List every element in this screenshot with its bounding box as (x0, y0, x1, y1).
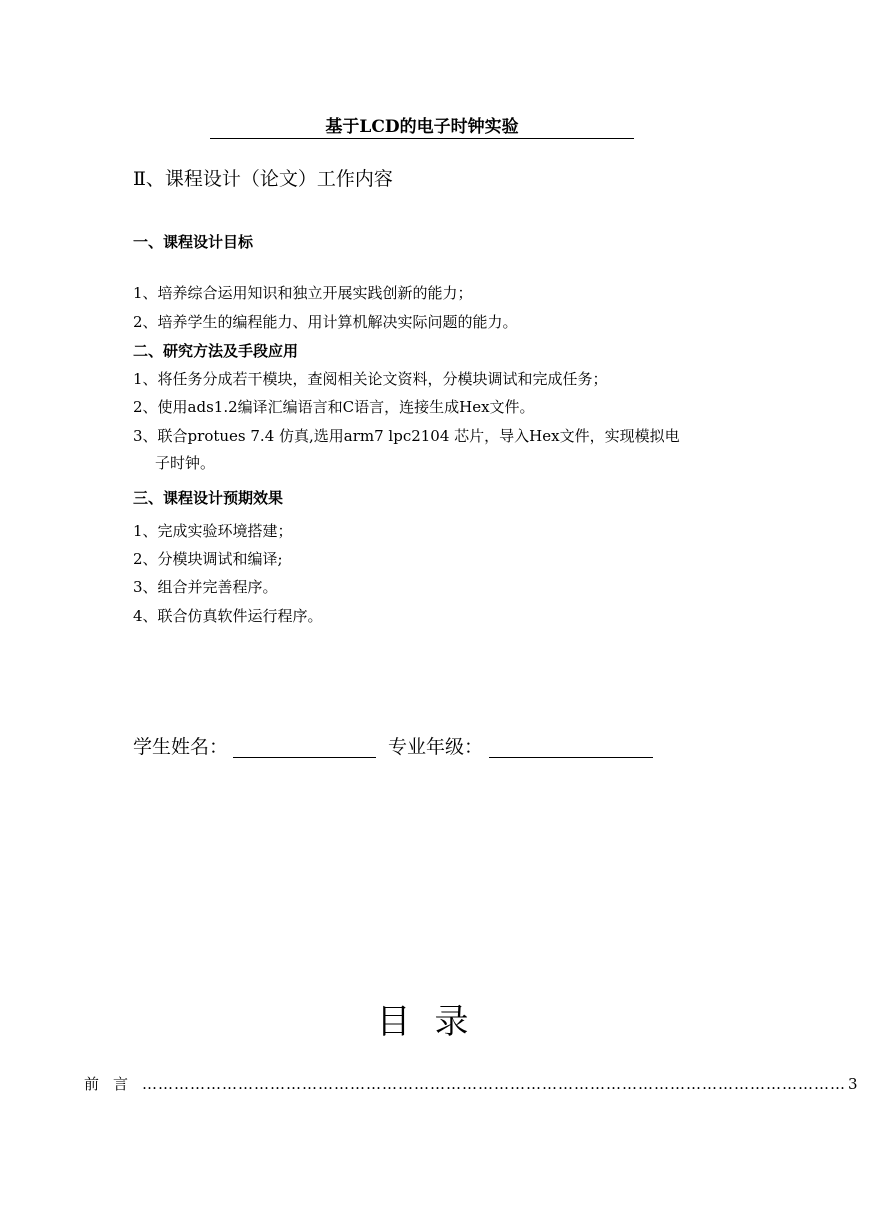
list-item: 2、分模块调试和编译; (133, 550, 283, 568)
document-title: 基于LCD的电子时钟实验 (210, 116, 634, 139)
section-subtitle: Ⅱ、课程设计（论文）工作内容 (133, 168, 393, 190)
toc-title: 目录 (376, 1002, 493, 1042)
list-item: 1、完成实验环境搭建； (133, 522, 293, 540)
list-item: 1、将任务分成若干模块，查阅相关论文资料，分模块调试和完成任务； (133, 370, 608, 388)
list-item-continuation: 子时钟。 (155, 454, 216, 472)
section-heading-methods: 二、研究方法及手段应用 (133, 342, 299, 360)
list-item: 2、培养学生的编程能力、用计算机解决实际问题的能力。 (133, 313, 518, 331)
major-grade-label: 专业年级： (388, 736, 484, 758)
student-name-field[interactable] (233, 757, 376, 758)
toc-entry-label: 前言 (84, 1075, 143, 1093)
list-item: 4、联合仿真软件运行程序。 (133, 607, 323, 625)
list-item: 3、组合并完善程序。 (133, 578, 278, 596)
toc-entry[interactable] (84, 1073, 858, 1095)
section-heading-expected-results: 三、课程设计预期效果 (133, 489, 284, 507)
list-item: 2、使用ads1.2编译汇编语言和C语言，连接生成Hex文件。 (133, 398, 535, 416)
student-name-label: 学生姓名： (133, 736, 229, 758)
list-item: 1、培养综合运用知识和独立开展实践创新的能力； (133, 284, 473, 302)
major-grade-field[interactable] (489, 757, 653, 758)
toc-entry-leader: …………………………………………………………………………………………………………………… (142, 1075, 847, 1093)
list-item: 3、联合protues 7.4 仿真,选用arm7 lpc2104 芯片，导入Hex文件，实现模拟电 (133, 427, 680, 445)
toc-entry-page: 3 (848, 1075, 858, 1093)
section-heading-goals: 一、课程设计目标 (133, 233, 254, 251)
